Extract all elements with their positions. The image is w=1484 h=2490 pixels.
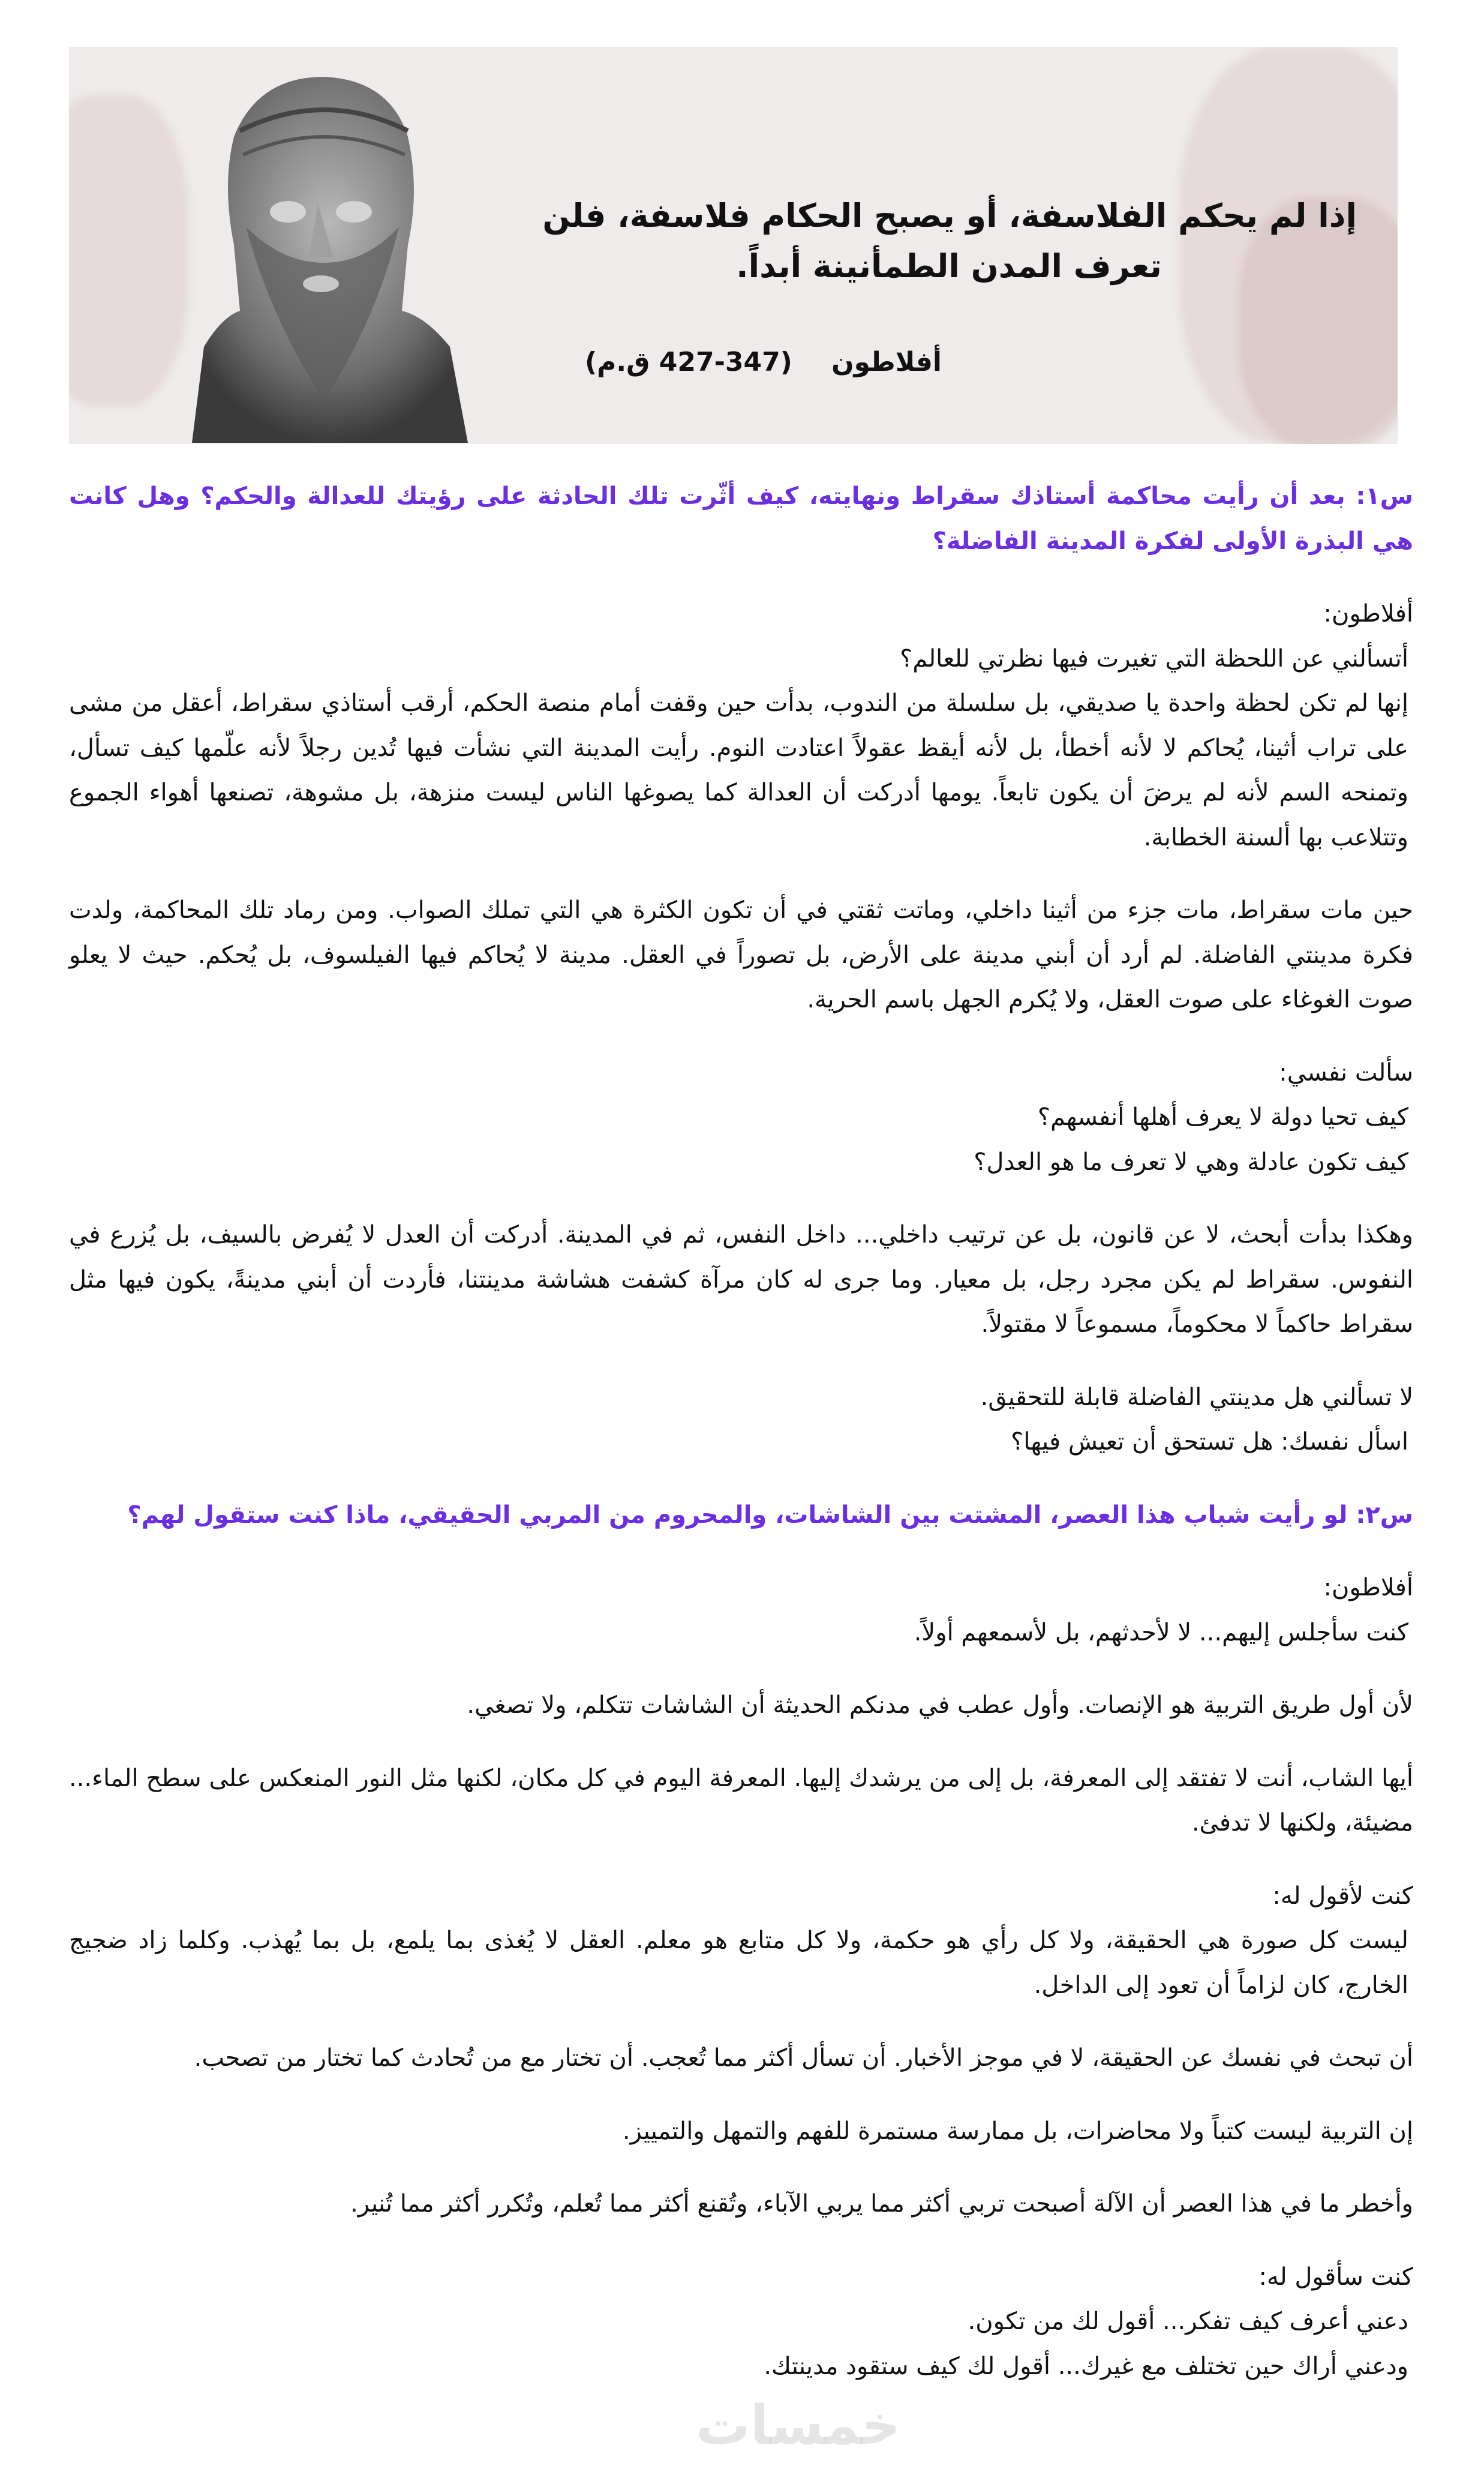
question-1: س١: بعد أن رأيت محاكمة أستاذك سقراط ونهايته، كيف أثّرت تلك الحادثة على رؤيتك للعدالة والحكم؟ وهل كانت هي البذرة الأولى لفكرة المدينة الفاضلة؟ [69,482,1413,555]
watermark-logo: خمسات [696,2394,901,2457]
quote-dates: (427-347 ق.م) [585,347,792,377]
paragraph: إن التربية ليست كتباً ولا محاضرات، بل ممارسة مستمرة للفهم والتمهل والتمييز. [622,2117,1413,2145]
paragraph: لأن أول طريق التربية هو الإنصات. وأول عطب في مدنكم الحديثة أن الشاشات تتكلم، ولا تصغي. [467,1691,1413,1719]
paragraph: أتسألني عن اللحظة التي تغيرت فيها نظرتي للعالم؟ [900,644,1408,673]
paragraph: حين مات سقراط، مات جزء من أثينا داخلي، وماتت ثقتي في أن تكون الكثرة هي التي تملك الصواب. ومن رماد تلك المحاكمة، ولدت فكرة مدينتي الفاضلة. لم أرد أن أبني مدينة على الأرض، بل تصوراً في العقل. مدينة لا يُحاكم فيها الفيلسوف، بل يُحكم. حيث لا يعلو صوت الغوغاء على صوت العقل، ولا يُكرم الجهل باسم الحرية. [69,896,1413,1013]
paragraph [69,1051,1413,1185]
answer-2-intro [69,1565,1413,1655]
paragraph-heading: كنت سأقول له: [1258,2263,1413,2291]
paragraph-line: دعني أعرف كيف تفكر... أقول لك من تكون. [968,2308,1408,2335]
speaker-label: أفلاطون: [1323,1574,1413,1601]
speaker-label: أفلاطون: [1323,600,1413,628]
paragraph-heading: سألت نفسي: [1279,1058,1413,1087]
paragraph-line: لا تسألني هل مدينتي الفاضلة قابلة للتحقيق. [980,1383,1413,1411]
quote-line-1: إذا لم يحكم الفلاسفة، أو يصبح الحكام فلاسفة، فلن [542,197,1357,235]
paragraph: وهكذا بدأت أبحث، لا عن قانون، بل عن ترتيب داخلي... داخل النفس، ثم في المدينة. أدركت أن العدل لا يُفرض بالسيف، بل يُزرع في النفوس. سقراط لم يكن مجرد رجل، بل معيار. وما جرى له كان مرآة كشفت هشاشة مدينتنا، فأردت أن أبني مدينةً، يكون فيها مثل سقراط حاكماً لا محكوماً، مسموعاً لا مقتولاً. [69,1221,1413,1338]
quote-attribution [585,347,942,377]
plato-bust-image [168,65,480,443]
question-2: س٢: لو رأيت شباب هذا العصر، المشتت بين الشاشات، والمحروم من المربي الحقيقي، ماذا كنت ستقول لهم؟ [127,1501,1413,1529]
paragraph-line: كنت سأجلس إليهم... لا لأحدثهم، بل لأسمعهم أولاً. [914,1618,1408,1646]
quote-line-2: تعرف المدن الطمأنينة أبداً. [736,247,1162,285]
paragraph-line: ودعني أراك حين تختلف مع غيرك... أقول لك كيف ستقود مدينتك. [764,2352,1408,2380]
paragraph-heading: كنت لأقول له: [1272,1882,1413,1910]
paragraph-line: ليست كل صورة هي الحقيقة، ولا كل رأي هو حكمة، ولا كل متابع هو معلم. العقل لا يُغذى بما يلمع، بل بما يُهذب. وكلما زاد ضجيج الخارج، كان لزاماً أن تعود إلى الداخل. [69,1927,1408,1999]
banner-quote [541,191,1357,292]
article-body [69,474,1413,2389]
quote-author: أفلاطون [831,347,942,377]
paragraph [69,1874,1413,2008]
paragraph: أن تبحث في نفسك عن الحقيقة، لا في موجز الأخبار. أن تسأل أكثر مما تُعجب. أن تختار مع من تُحادث كما تختار من تصحب. [194,2044,1413,2072]
paragraph-line: كيف تكون عادلة وهي لا تعرف ما هو العدل؟ [974,1148,1408,1176]
paragraph: إنها لم تكن لحظة واحدة يا صديقي، بل سلسلة من الندوب، بدأت حين وقفت أمام منصة الحكم، أرقب أستاذي سقراط، أعقل من مشى على تراب أثينا، يُحاكم لا لأنه أخطأ، بل لأنه أيقظ عقولاً اعتادت النوم. رأيت المدينة التي نشأت فيها تُدين رجلاً لأنه علّمها كيف تسأل، وتمنحه السم لأنه لم يرضَ أن يكون تابعاً. يومها أدركت أن العدالة كما يصوغها الناس ليست منزهة، بل مشوهة، تصنعها أهواء الجموع وتتلاعب بها ألسنة الخطابة. [69,689,1408,851]
quote-banner [69,47,1398,444]
paragraph-line: اسأل نفسك: هل تستحق أن تعيش فيها؟ [1011,1428,1408,1456]
paragraph [69,1375,1413,1465]
answer-1-intro [69,592,1413,860]
paragraph: أيها الشاب، أنت لا تفتقد إلى المعرفة، بل إلى من يرشدك إليها. المعرفة اليوم في كل مكان، لكنها مثل النور المنعكس على سطح الماء... مضيئة، ولكنها لا تدفئ. [69,1764,1413,1837]
paragraph: وأخطر ما في هذا العصر أن الآلة أصبحت تربي أكثر مما يربي الآباء، وتُقنع أكثر مما تُعلم، وتُكرر أكثر مما تُنير. [350,2190,1413,2218]
paragraph [69,2255,1413,2389]
paragraph-line: كيف تحيا دولة لا يعرف أهلها أنفسهم؟ [1037,1103,1408,1131]
